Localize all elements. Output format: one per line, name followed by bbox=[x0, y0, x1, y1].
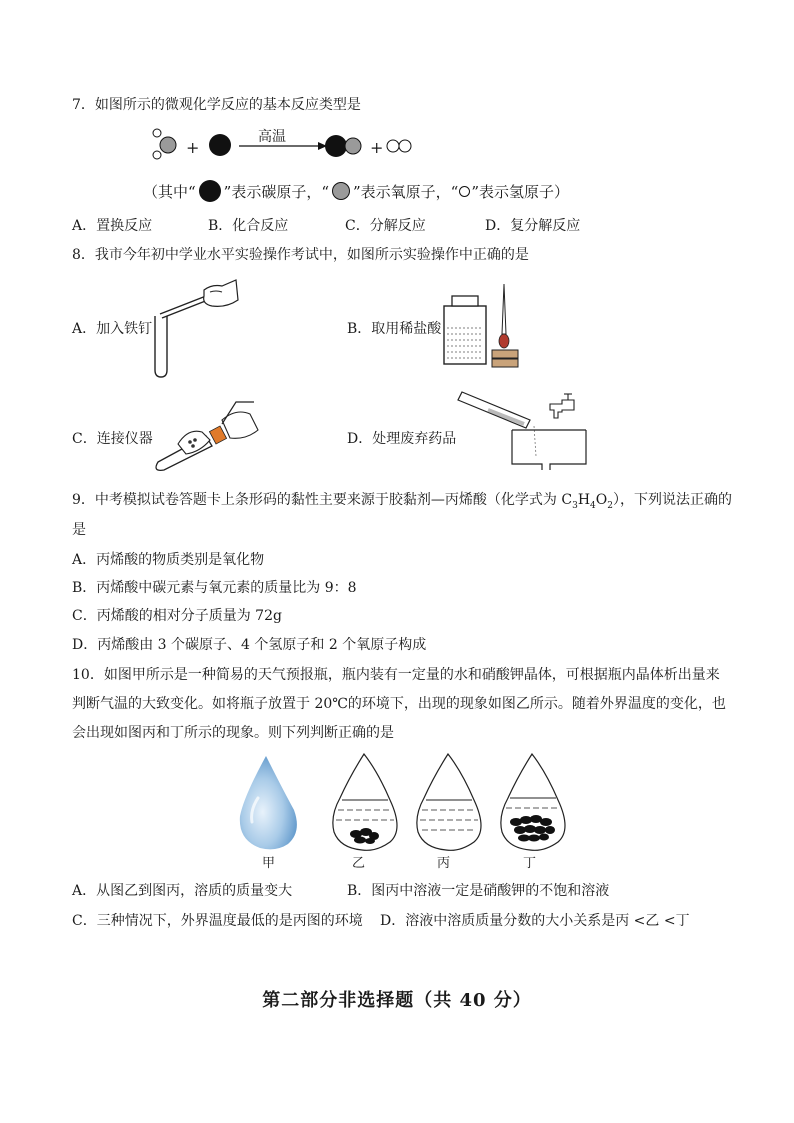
q8-stem: 8．我市今年初中学业水平实验操作考试中，如图所示实验操作中正确的是 bbox=[72, 247, 529, 263]
q7-option-d: D．复分解反应 bbox=[485, 218, 581, 234]
figure-label-jia: 甲 bbox=[262, 856, 276, 871]
q10-stem-line1: 10．如图甲所示是一种简易的天气预报瓶，瓶内装有一定量的水和硝酸钾晶体，可根据瓶内晶体析出量来 bbox=[72, 667, 720, 683]
oxygen-atom-icon bbox=[345, 138, 361, 154]
q9-stem: 9．中考模拟试卷答题卡上条形码的黏性主要来源于胶黏剂—丙烯酸（化学式为 $C_3H_4O_2$），下列说法正确的 bbox=[72, 492, 732, 511]
connecting-apparatus-illustration bbox=[150, 400, 270, 470]
bottle-bing bbox=[417, 754, 481, 850]
q8-option-b: B．取用稀盐酸 bbox=[347, 321, 442, 337]
plus-sign: + bbox=[370, 138, 384, 157]
q10-stem-line3: 会出现如图丙和丁所示的现象。则下列判断正确的是 bbox=[72, 725, 394, 741]
q10-option-a: A．从图乙到图丙，溶质的质量变大 bbox=[72, 883, 293, 899]
carbon-atom-icon bbox=[209, 134, 231, 156]
carbon-atom-icon bbox=[199, 180, 221, 202]
disposing-waste-chemicals-illustration bbox=[458, 390, 588, 472]
q7-legend: （其中“ ”表示碳原子，“ ”表示氧原子，“ ”表示氢原子） bbox=[143, 180, 569, 202]
taking-dilute-hydrochloric-acid-illustration bbox=[442, 284, 527, 372]
q7-option-a: A．置换反应 bbox=[72, 218, 153, 234]
water-drop-icon bbox=[240, 756, 297, 849]
reaction-condition: 高温 bbox=[258, 129, 286, 145]
q10-option-b: B．图丙中溶液一定是硝酸钾的不饱和溶液 bbox=[347, 883, 610, 899]
hydrogen-atom-icon bbox=[459, 186, 470, 197]
q9-option-d: D．丙烯酸由 3 个碳原子、4 个氢原子和 2 个氧原子构成 bbox=[72, 637, 427, 653]
q8-option-c: C．连接仪器 bbox=[72, 431, 153, 447]
section-title: 第二部分非选择题（共 40 分） bbox=[262, 990, 532, 1011]
figure-label-yi: 乙 bbox=[352, 856, 366, 871]
figure-label-bing: 丙 bbox=[437, 856, 451, 871]
q10-stem-line2: 判断气温的大致变化。如将瓶子放置于 20℃的环境下，出现的现象如图乙所示。随着外界温度的变化，也 bbox=[72, 696, 726, 712]
q10-option-d: D．溶液中溶质质量分数的大小关系是丙 <乙 <丁 bbox=[380, 913, 690, 929]
q9-option-c: C．丙烯酸的相对分子质量为 72g bbox=[72, 608, 282, 624]
q9-option-a: A．丙烯酸的物质类别是氧化物 bbox=[72, 552, 265, 568]
q8-option-d: D．处理废弃药品 bbox=[347, 431, 457, 447]
hydrogen-atom-icon bbox=[387, 140, 399, 152]
hydrogen-atom-icon bbox=[399, 140, 411, 152]
q7-option-b: B．化合反应 bbox=[208, 218, 289, 234]
hydrogen-atom-icon bbox=[153, 129, 161, 137]
oxygen-atom-icon bbox=[160, 137, 176, 153]
plus-sign: + bbox=[186, 138, 200, 157]
q9-option-b: B．丙烯酸中碳元素与氧元素的质量比为 9：8 bbox=[72, 580, 357, 596]
bottle-yi bbox=[333, 754, 397, 850]
q7-stem: 7．如图所示的微观化学反应的基本反应类型是 bbox=[72, 97, 361, 113]
weather-bottle-figures bbox=[230, 752, 570, 852]
q8-option-a: A．加入铁钉 bbox=[72, 321, 153, 337]
figure-label-ding: 丁 bbox=[523, 856, 537, 871]
bottle-ding bbox=[501, 754, 565, 850]
q7-option-c: C．分解反应 bbox=[345, 218, 426, 234]
carbon-atom-icon bbox=[325, 135, 347, 157]
hydrogen-atom-icon bbox=[153, 151, 161, 159]
q9-stem-line2: 是 bbox=[72, 522, 86, 538]
q10-option-c: C．三种情况下，外界温度最低的是丙图的环境 bbox=[72, 913, 363, 929]
adding-iron-nail-illustration bbox=[150, 278, 240, 382]
oxygen-atom-icon bbox=[332, 182, 350, 200]
